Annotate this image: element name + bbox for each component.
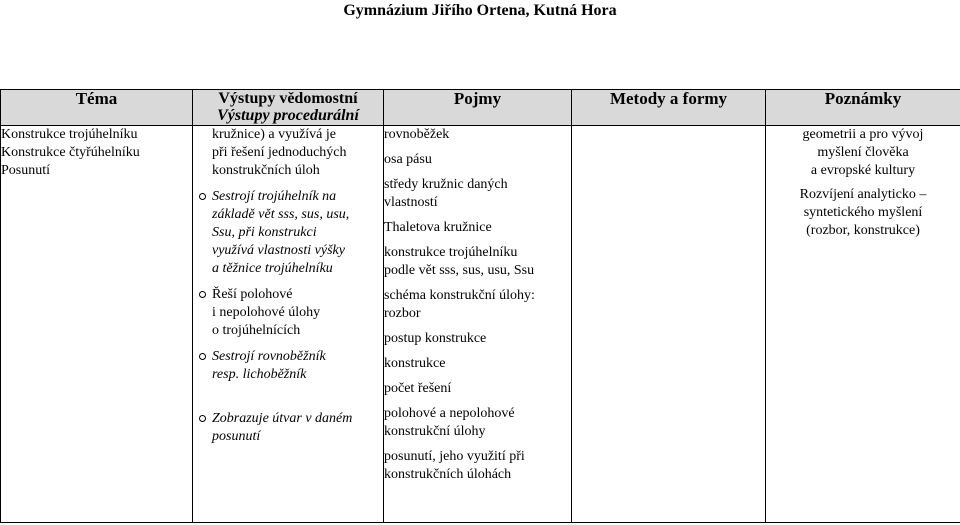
bullet-icon — [199, 193, 206, 200]
concept-line: počet řešení — [384, 381, 452, 396]
concept-item — [384, 151, 571, 169]
concept-line: rozbor — [384, 306, 421, 321]
concept-line: posunutí, jeho využití při — [384, 449, 525, 464]
methods-cell — [572, 126, 766, 523]
note-line: syntetického myšlení — [803, 205, 923, 220]
concept-line: vlastností — [384, 195, 438, 210]
output-line: resp. lichoběžník — [212, 367, 307, 382]
concept-item — [384, 176, 571, 212]
output-item — [193, 126, 383, 180]
table-row — [1, 126, 960, 523]
output-line: posunutí — [212, 429, 261, 444]
output-item — [193, 188, 383, 278]
header-notes: Poznámky — [766, 90, 960, 126]
concept-item — [384, 287, 571, 323]
concept-item — [384, 126, 571, 144]
concept-item — [384, 244, 571, 280]
concept-line: rovnoběžek — [384, 127, 450, 142]
output-line: využívá vlastnosti výšky — [212, 243, 345, 258]
output-line: základě vět sss, sus, usu, — [212, 207, 350, 222]
concept-line: podle vět sss, sus, usu, Ssu — [384, 263, 535, 278]
topic-item: Posunutí — [1, 163, 51, 178]
output-line: Zobrazuje útvar v daném — [212, 411, 353, 426]
concept-line: polohové a nepolohové — [384, 406, 515, 421]
concept-item — [384, 380, 571, 398]
note-line: Rozvíjení analyticko – — [799, 187, 927, 202]
concept-item — [384, 330, 571, 348]
concept-item — [384, 219, 571, 237]
note-line: (rozbor, konstrukce) — [806, 223, 920, 238]
output-line: konstrukčních úloh — [212, 163, 320, 178]
curriculum-table — [0, 89, 960, 523]
concept-item — [384, 355, 571, 373]
output-item — [193, 348, 383, 384]
concept-line: konstrukce trojúhelníku — [384, 245, 518, 260]
bullet-icon — [199, 291, 206, 298]
concept-item — [384, 405, 571, 441]
concept-line: schéma konstrukční úlohy: — [384, 288, 535, 303]
output-line: Ssu, při konstrukci — [212, 225, 317, 240]
topic-item: Konstrukce trojúhelníku — [1, 127, 138, 142]
note-line: a evropské kultury — [810, 163, 916, 178]
output-line: při řešení jednoduchých — [212, 145, 347, 160]
output-item — [193, 286, 383, 340]
output-line: i nepolohové úlohy — [212, 305, 321, 320]
header-outputs-procedural: Výstupy procedurální — [217, 107, 359, 124]
note-item — [766, 186, 960, 240]
output-line: Sestrojí rovnoběžník — [212, 349, 326, 364]
concept-line: konstrukčních úlohách — [384, 467, 512, 482]
output-line: Sestrojí trojúhelník na — [212, 189, 337, 204]
table-header-row — [1, 90, 960, 126]
topics-cell — [1, 126, 193, 523]
note-line: myšlení člověka — [817, 145, 909, 160]
concept-item — [384, 448, 571, 484]
header-methods: Metody a formy — [572, 90, 766, 126]
notes-cell — [766, 126, 960, 523]
outputs-cell — [193, 126, 384, 523]
output-line: a těžnice trojúhelníku — [212, 261, 333, 276]
output-line: kružnice) a využívá je — [212, 127, 336, 142]
note-item — [766, 126, 960, 180]
concept-line: středy kružnic daných — [384, 177, 508, 192]
output-line: Řeší polohové — [212, 287, 293, 302]
header-outputs — [193, 90, 384, 126]
concept-line: postup konstrukce — [384, 331, 487, 346]
output-line: o trojúhelnících — [212, 323, 301, 338]
concept-line: konstrukční úlohy — [384, 424, 486, 439]
header-topic: Téma — [1, 90, 193, 126]
concept-line: konstrukce — [384, 356, 446, 371]
topic-item: Konstrukce čtyřúhelníku — [1, 145, 140, 160]
bullet-icon — [199, 415, 206, 422]
bullet-icon — [199, 353, 206, 360]
concept-line: osa pásu — [384, 152, 432, 167]
concepts-cell — [384, 126, 572, 523]
school-title: Gymnázium Jiřího Ortena, Kutná Hora — [343, 2, 617, 19]
header-concepts: Pojmy — [384, 90, 572, 126]
header-outputs-knowledge: Výstupy vědomostní — [218, 90, 358, 107]
concept-line: Thaletova kružnice — [384, 220, 492, 235]
output-item — [193, 410, 383, 446]
note-line: geometrii a pro vývoj — [802, 127, 924, 142]
